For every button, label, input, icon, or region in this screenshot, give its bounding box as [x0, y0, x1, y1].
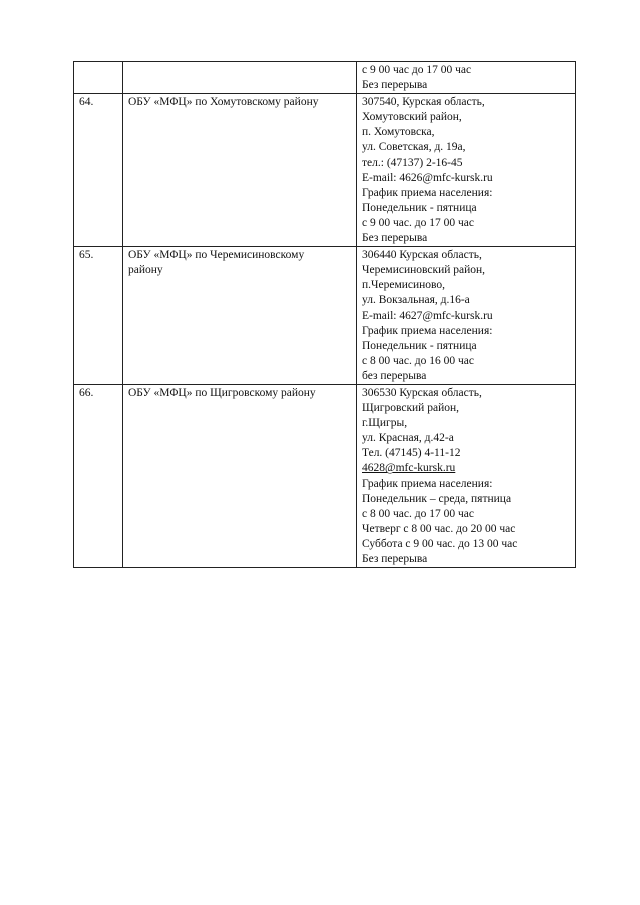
- schedule-line: Понедельник - пятница: [362, 339, 477, 352]
- schedule-line: Без перерыва: [362, 553, 428, 565]
- office-name-text: ОБУ «МФЦ» по Щигровскому району: [128, 386, 316, 399]
- office-info-cell: [357, 94, 576, 247]
- address-line: ул. Красная, д.42-а: [362, 432, 454, 445]
- schedule-line: Четверг с 8 00 час. до 20 00 час: [362, 522, 516, 535]
- office-info-cell: [357, 384, 576, 567]
- schedule-line: без перерыва: [362, 369, 427, 382]
- schedule-line: Понедельник - пятница: [362, 201, 477, 214]
- schedule-line: с 9 00 час. до 17 00 час: [362, 216, 474, 229]
- info-line: Без перерыва: [362, 79, 428, 92]
- address-line: Щигровский район,: [362, 402, 459, 415]
- schedule-line: с 8 00 час. до 16 00 час: [362, 354, 474, 367]
- info-line: с 9 00 час до 17 00 час: [362, 64, 472, 76]
- schedule-heading: График приема населения:: [362, 186, 493, 199]
- office-name: [123, 384, 357, 567]
- address-line: Хомутовский район,: [362, 111, 462, 124]
- address-line: п.Черемисиново,: [362, 279, 446, 292]
- email-line: E-mail: 4626@mfc-kursk.ru: [362, 171, 493, 184]
- table-row-66: [74, 384, 576, 567]
- row-number: 64.: [74, 94, 123, 247]
- table-row-continuation: [74, 62, 576, 94]
- address-line: 306530 Курская область,: [362, 386, 482, 399]
- address-line: 307540, Курская область,: [362, 96, 485, 109]
- office-name-text: ОБУ «МФЦ» по Черемисиновскому: [128, 249, 305, 262]
- office-name-text: ОБУ «МФЦ» по Хомутовскому району: [128, 96, 319, 109]
- phone-line: Тел. (47145) 4-11-12: [362, 447, 461, 460]
- address-line: ул. Советская, д. 19а,: [362, 141, 466, 154]
- office-info-cell: [357, 247, 576, 385]
- address-line: г.Щигры,: [362, 417, 408, 430]
- office-name-text: району: [128, 264, 163, 277]
- address-line: Черемисиновский район,: [362, 264, 486, 277]
- address-line: 306440 Курская область,: [362, 249, 482, 262]
- row-number: 66.: [74, 384, 123, 567]
- phone-line: тел.: (47137) 2-16-45: [362, 156, 463, 169]
- row-number: 65.: [74, 247, 123, 385]
- schedule-line: Понедельник – среда, пятница: [362, 492, 512, 505]
- row-number-cell: [74, 62, 123, 94]
- address-line: ул. Вокзальная, д.16-а: [362, 294, 470, 307]
- mfc-offices-table: [73, 61, 576, 568]
- office-name-cell: [123, 62, 357, 94]
- office-name: [123, 94, 357, 247]
- address-line: п. Хомутовска,: [362, 126, 435, 139]
- office-info-cell: [357, 62, 576, 94]
- office-name: [123, 247, 357, 385]
- table-row-65: [74, 247, 576, 385]
- table-row-64: [74, 94, 576, 247]
- schedule-line: с 8 00 час. до 17 00 час: [362, 507, 474, 520]
- schedule-heading: График приема населения:: [362, 477, 493, 490]
- schedule-line: Без перерыва: [362, 232, 428, 245]
- schedule-heading: График приема населения:: [362, 324, 493, 337]
- schedule-line: Суббота с 9 00 час. до 13 00 час: [362, 537, 518, 550]
- email-link[interactable]: 4628@mfc-kursk.ru: [362, 462, 456, 475]
- email-line: E-mail: 4627@mfc-kursk.ru: [362, 309, 493, 322]
